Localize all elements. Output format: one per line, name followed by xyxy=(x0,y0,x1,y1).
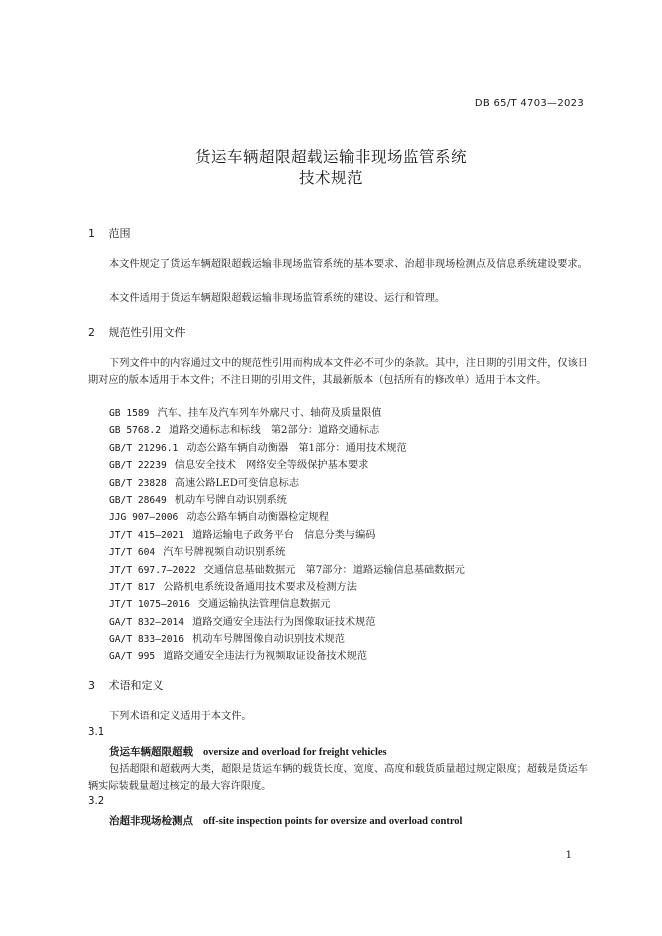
reference-title: 动态公路车辆自动衡器 第1部分：通用技术规范 xyxy=(186,442,407,454)
document-code: DB 65/T 4703—2023 xyxy=(474,98,584,109)
reference-title: 道路交通安全违法行为图像取证技术规范 xyxy=(192,616,376,628)
section-2-paragraph-1: 下列文件中的内容通过文中的规范性引用而构成本文件必不可少的条款。其中，注日期的引用文件，仅该日期对应的版本适用于本文件；不注日期的引用文件，其最新版本（包括所有的修改单）适用于本文件。 xyxy=(88,358,588,386)
reference-code: GB 5768.2 xyxy=(109,425,161,437)
reference-code: JT/T 1075—2016 xyxy=(109,599,190,611)
reference-code: JJG 907—2006 xyxy=(109,512,179,524)
reference-code: GB/T 21296.1 xyxy=(109,442,179,454)
reference-item xyxy=(109,614,465,631)
term-3-1-number: 3.1 xyxy=(88,727,105,738)
reference-title: 动态公路车辆自动衡器检定规程 xyxy=(186,512,329,524)
page-number: 1 xyxy=(565,850,572,861)
reference-code: GA/T 833—2016 xyxy=(109,634,185,646)
reference-code: JT/T 817 xyxy=(109,581,156,593)
reference-title: 汽车、挂车及汽车列车外廓尺寸、轴荷及质量限值 xyxy=(157,408,382,419)
reference-item xyxy=(109,579,465,596)
normative-references-list xyxy=(109,405,465,666)
reference-title: 道路交通标志和标线 第2部分：道路交通标志 xyxy=(168,425,380,437)
term-3-1-english: oversize and overload for freight vehicles xyxy=(203,747,387,758)
term-3-2-chinese: 治超非现场检测点 xyxy=(109,815,193,827)
reference-title: 机动车号牌自动识别系统 xyxy=(174,494,287,506)
reference-code: GB/T 22239 xyxy=(109,460,167,472)
reference-code: GA/T 832—2014 xyxy=(109,616,185,628)
term-3-1-definition: 包括超限和超载两大类，超限是货运车辆的载货长度、宽度、高度和载货质量超过规定限度；超载是货运车辆实际装载量超过核定的最大容许限度。 xyxy=(88,764,588,792)
term-3-1-chinese: 货运车辆超限超载 xyxy=(109,746,193,758)
term-3-2-english: off-site inspection points for oversize and overload control xyxy=(203,816,463,827)
section-1-heading xyxy=(88,225,131,241)
reference-code: GA/T 995 xyxy=(109,651,156,663)
reference-code: GB 1589 xyxy=(109,408,150,419)
section-1-paragraph-1: 本文件规定了货运车辆超限超载运输非现场监管系统的基本要求、治超非现场检测点及信息系统建设要求。 xyxy=(109,259,588,270)
reference-title: 交通信息基础数据元 第7部分：道路运输信息基础数据元 xyxy=(203,564,465,576)
document-title: 货运车辆超限超载运输非现场监管系统 xyxy=(194,148,467,166)
section-3-number: 3 xyxy=(88,679,95,692)
section-1-number: 1 xyxy=(88,227,95,240)
reference-item xyxy=(109,631,465,648)
reference-item xyxy=(109,457,465,474)
term-3-1 xyxy=(109,744,387,759)
section-3-heading xyxy=(88,677,164,693)
reference-item xyxy=(109,527,465,544)
section-1-paragraph-2: 本文件适用于货运车辆超限超载运输非现场监管系统的建设、运行和管理。 xyxy=(109,293,446,304)
reference-item xyxy=(109,648,465,665)
reference-item xyxy=(109,544,465,561)
section-2-heading xyxy=(88,324,186,340)
reference-code: JT/T 415—2021 xyxy=(109,529,185,541)
reference-title: 道路运输电子政务平台 信息分类与编码 xyxy=(192,529,376,541)
reference-title: 信息安全技术 网络安全等级保护基本要求 xyxy=(174,460,369,472)
reference-code: JT/T 697.7—2022 xyxy=(109,564,196,576)
document-subtitle: 技术规范 xyxy=(298,169,363,187)
reference-title: 汽车号牌视频自动识别系统 xyxy=(163,547,286,559)
reference-item xyxy=(109,596,465,613)
reference-title: 道路交通安全违法行为视频取证设备技术规范 xyxy=(163,651,367,663)
section-3-paragraph-1: 下列术语和定义适用于本文件。 xyxy=(109,711,252,722)
reference-code: JT/T 604 xyxy=(109,547,156,559)
reference-item xyxy=(109,492,465,509)
section-2-title: 规范性引用文件 xyxy=(108,326,186,339)
reference-item xyxy=(109,509,465,526)
reference-item xyxy=(109,422,465,439)
reference-code: GB/T 28649 xyxy=(109,494,167,506)
reference-item xyxy=(109,562,465,579)
reference-title: 交通运输执法管理信息数据元 xyxy=(197,599,331,611)
term-3-2-number: 3.2 xyxy=(88,796,105,807)
section-3-title: 术语和定义 xyxy=(108,679,164,692)
reference-title: 高速公路LED可变信息标志 xyxy=(174,477,300,489)
term-3-2 xyxy=(109,813,462,828)
section-2-number: 2 xyxy=(88,326,95,339)
reference-title: 公路机电系统设备通用技术要求及检测方法 xyxy=(163,581,357,593)
reference-code: GB/T 23828 xyxy=(109,477,167,489)
reference-item xyxy=(109,475,465,492)
section-1-title: 范围 xyxy=(108,227,131,240)
reference-title: 机动车号牌图像自动识别技术规范 xyxy=(192,634,345,646)
reference-item xyxy=(109,405,465,422)
reference-item xyxy=(109,440,465,457)
